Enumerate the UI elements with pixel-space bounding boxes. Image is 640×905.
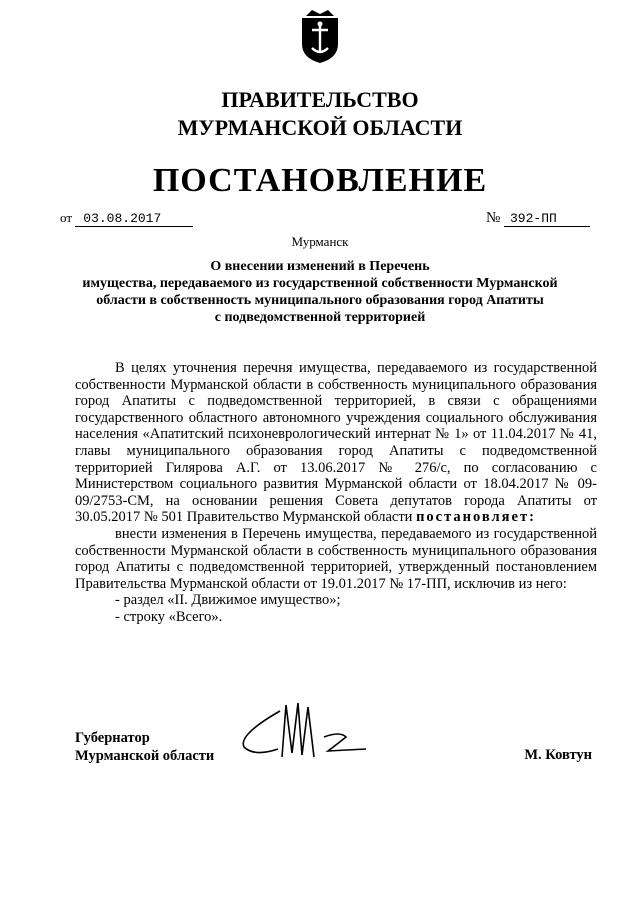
date-value: 03.08.2017 [75,212,193,227]
title-line-3: области в собственность муниципального образования город Апатиты [96,293,544,308]
list-item-section: - раздел «II. Движимое имущество»; [115,592,341,609]
document-date [60,210,193,227]
date-prefix: от [60,210,73,225]
signatory-title [75,729,214,765]
government-line-2: МУРМАНСКОЙ ОБЛАСТИ [177,115,463,140]
title-line-1: О внесении изменений в Перечень [210,259,430,274]
title-line-2: имущества, передаваемого из государственной собственности Мурманской [82,276,558,291]
number-prefix: № [485,210,501,226]
signatory-title-line-2: Мурманской области [75,748,215,764]
number-value: 392-ПП [504,212,590,227]
list-item-total: - строку «Всего». [115,608,223,625]
decree-keyword-colon: : [529,509,536,526]
signatory-name: М. Ковтун [524,747,592,763]
government-name [0,86,640,142]
handwritten-signature-icon [232,697,382,767]
signatory-title-line-1: Губернатор [75,730,150,746]
preamble-text: В целях уточнения перечня имущества, передаваемого из государственной собственности Мурманской области в собственность муниципального образования город Апатиты с подведомственной территорией, в связи с обращениями государственного областного автономного учреждения социального обслуживания населения «Апатитский психоневрологический интернат № 1» от 11.04.2017 № 41, главы муниципального образования город Апатиты с подведомственной территорией Гилярова А.Г. от 13.06.2017 № 276/с, по согласованию с Министерством социального развития Мурманской области от 18.04.2017 № 09-09/2753-СМ, на основании решения Совета депутатов города Апатиты от 30.05.2017 № 501 Правительство Мурманской области [75,360,597,526]
date-number-row [60,210,590,230]
government-line-1: ПРАВИТЕЛЬСТВО [221,87,419,112]
title-line-4: с подведомственной территорией [214,310,426,325]
document-number [486,210,590,227]
city: Мурманск [291,234,349,249]
decree-keyword: постановляет [416,509,530,526]
document-title [70,258,570,326]
murmansk-coat-of-arms-icon [298,8,342,64]
document-type: ПОСТАНОВЛЕНИЕ [152,162,488,199]
document-body [75,360,597,626]
paragraph-decision: внести изменения в Перечень имущества, передаваемого из государственной собственности Мурманской области в собственность муниципального образования город Апатиты с подведомственной территорией, утвержденный постановлением Правительства Мурманской области от 19.01.2017 № 17-ПП, исключив из него: [75,525,597,592]
paragraph-preamble [75,360,597,526]
